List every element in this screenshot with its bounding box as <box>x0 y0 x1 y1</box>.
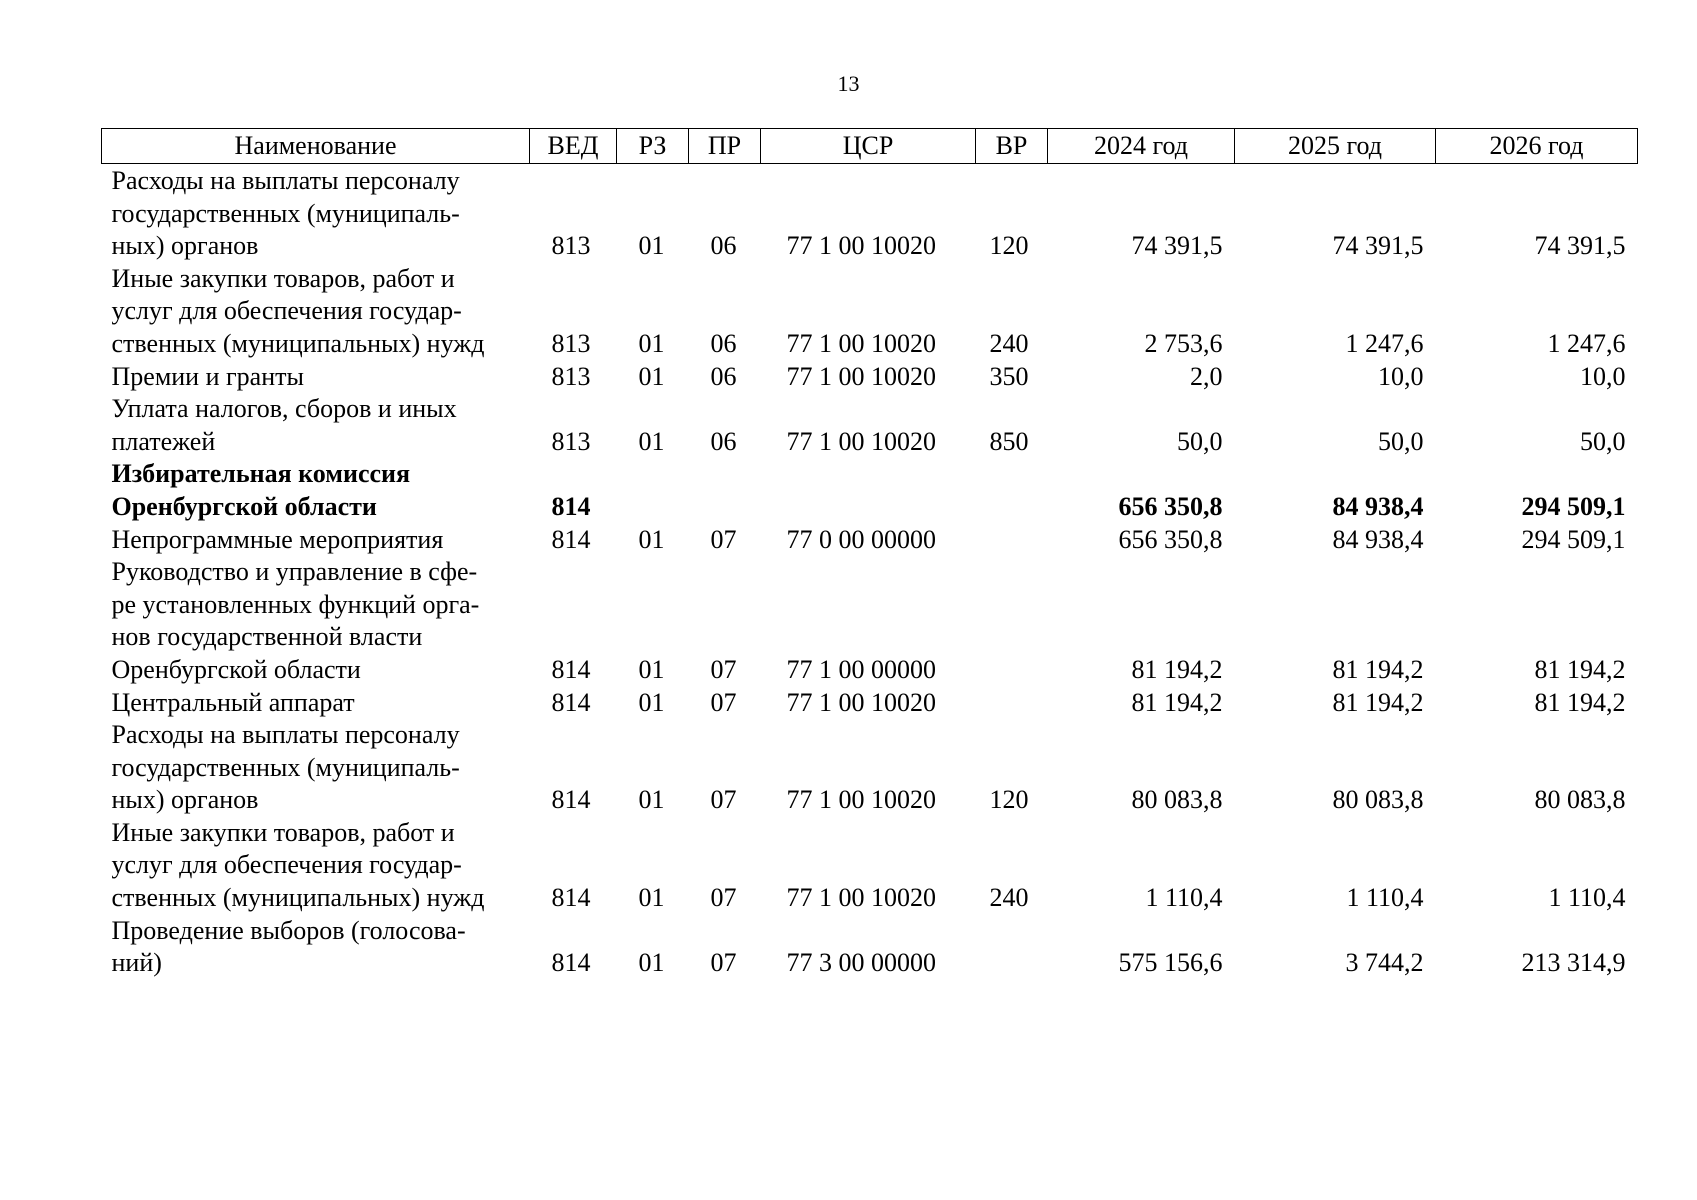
cell-2026: 10,0 <box>1580 361 1626 391</box>
cell-pr: 06 <box>710 328 737 358</box>
name-line: ных) органов <box>111 231 259 261</box>
cell-2026: 1 247,6 <box>1547 328 1626 358</box>
cell-ved: 813 <box>551 231 591 261</box>
cell-2025: 74 391,5 <box>1332 231 1424 261</box>
cell-csr: 77 1 00 10020 <box>786 328 936 358</box>
cell-ved: 814 <box>551 883 591 913</box>
table-row <box>102 164 1638 263</box>
table-body <box>102 164 1638 980</box>
cell-csr: 77 3 00 00000 <box>786 948 936 978</box>
cell-rz: 01 <box>638 785 665 815</box>
cell-2024: 1 110,4 <box>1145 883 1223 913</box>
name-line: Оренбургской области <box>111 491 377 521</box>
name-line: Расходы на выплаты персоналу <box>111 166 460 195</box>
cell-rz: 01 <box>638 361 665 391</box>
cell-rz: 01 <box>638 426 665 456</box>
cell-vr: 240 <box>989 883 1029 913</box>
cell-name <box>102 719 530 817</box>
header-2026: 2026 год <box>1436 129 1638 164</box>
cell-2025: 84 938,4 <box>1332 524 1424 554</box>
cell-name <box>102 263 530 361</box>
header-row <box>102 129 1638 164</box>
cell-vr <box>976 524 1048 557</box>
cell-rz: 01 <box>638 883 665 913</box>
cell-2026: 1 110,4 <box>1548 883 1626 913</box>
cell-2024: 50,0 <box>1177 426 1223 456</box>
table-row <box>102 361 1638 394</box>
cell-vr: 350 <box>989 361 1029 391</box>
cell-2025: 1 247,6 <box>1345 328 1424 358</box>
cell-csr: 77 1 00 00000 <box>786 654 936 684</box>
cell-2025: 10,0 <box>1378 361 1424 391</box>
cell-2024: 2 753,6 <box>1144 328 1223 358</box>
cell-pr: 06 <box>710 231 737 261</box>
cell-rz: 01 <box>638 231 665 261</box>
cell-2025: 84 938,4 <box>1332 491 1424 521</box>
name-line: Проведение выборов (голосова- <box>111 915 466 945</box>
table-row <box>102 458 1638 523</box>
cell-rz <box>617 458 689 523</box>
cell-ved: 814 <box>551 524 591 554</box>
cell-vr <box>976 915 1048 980</box>
table-row <box>102 817 1638 915</box>
cell-2026: 74 391,5 <box>1534 231 1626 261</box>
table-row <box>102 719 1638 817</box>
cell-2026: 213 314,9 <box>1521 948 1626 978</box>
cell-name <box>102 817 530 915</box>
cell-name <box>102 361 530 394</box>
cell-vr <box>976 687 1048 720</box>
table-row <box>102 393 1638 458</box>
cell-pr <box>689 458 761 523</box>
cell-name <box>102 687 530 720</box>
name-line: Иные закупки товаров, работ и <box>111 263 455 293</box>
header-pr: ПР <box>689 129 761 164</box>
name-line: Избирательная комиссия <box>111 459 411 489</box>
header-vr: ВР <box>976 129 1048 164</box>
table-row <box>102 915 1638 980</box>
name-line: ных) органов <box>111 785 259 815</box>
header-2024: 2024 год <box>1048 129 1235 164</box>
cell-csr: 77 1 00 10020 <box>786 785 936 815</box>
cell-2024: 656 350,8 <box>1118 491 1223 521</box>
table-header <box>102 129 1638 164</box>
cell-name <box>102 458 530 523</box>
cell-2024: 2,0 <box>1190 361 1223 391</box>
cell-rz: 01 <box>638 328 665 358</box>
table-row <box>102 263 1638 361</box>
cell-2024: 81 194,2 <box>1131 687 1223 717</box>
cell-2025: 81 194,2 <box>1332 687 1424 717</box>
cell-pr: 06 <box>710 426 737 456</box>
cell-rz: 01 <box>638 654 665 684</box>
cell-rz: 01 <box>638 687 665 717</box>
header-name: Наименование <box>102 129 530 164</box>
cell-vr: 120 <box>989 231 1029 261</box>
cell-2024: 80 083,8 <box>1131 785 1223 815</box>
name-line: Иные закупки товаров, работ и <box>111 817 455 847</box>
name-line: Центральный аппарат <box>111 687 355 717</box>
cell-2024: 656 350,8 <box>1118 524 1223 554</box>
cell-vr: 850 <box>989 426 1029 456</box>
cell-ved: 814 <box>551 785 591 815</box>
cell-csr: 77 1 00 10020 <box>786 361 936 391</box>
cell-2026: 80 083,8 <box>1534 785 1626 815</box>
cell-csr: 77 1 00 10020 <box>786 231 936 261</box>
cell-name <box>102 556 530 686</box>
name-line: Непрограммные мероприятия <box>111 524 444 554</box>
cell-2025: 81 194,2 <box>1332 654 1424 684</box>
name-line: платежей <box>111 426 216 456</box>
table-row <box>102 687 1638 720</box>
cell-pr: 07 <box>710 524 737 554</box>
cell-pr: 06 <box>710 361 737 391</box>
cell-csr: 77 1 00 10020 <box>786 883 936 913</box>
name-line: ре установленных функций орга- <box>111 589 480 619</box>
cell-2026: 294 509,1 <box>1521 524 1626 554</box>
table-row <box>102 524 1638 557</box>
name-line: услуг для обеспечения государ- <box>111 850 462 880</box>
name-line: Руководство и управление в сфе- <box>111 557 478 587</box>
cell-2025: 50,0 <box>1378 426 1424 456</box>
cell-pr: 07 <box>710 785 737 815</box>
cell-csr: 77 0 00 00000 <box>786 524 936 554</box>
cell-name <box>102 915 530 980</box>
name-line: Расходы на выплаты персоналу <box>111 720 460 750</box>
cell-2024: 575 156,6 <box>1118 948 1223 978</box>
name-line: ственных (муниципальных) нужд <box>111 328 485 358</box>
cell-ved: 814 <box>551 491 591 521</box>
cell-2024: 74 391,5 <box>1131 231 1223 261</box>
cell-ved: 813 <box>551 426 591 456</box>
cell-rz: 01 <box>638 524 665 554</box>
cell-ved: 814 <box>551 948 591 978</box>
name-line: ний) <box>111 948 162 978</box>
cell-name <box>102 524 530 557</box>
cell-pr: 07 <box>710 654 737 684</box>
cell-pr: 07 <box>710 687 737 717</box>
cell-vr: 240 <box>989 328 1029 358</box>
name-line: Оренбургской области <box>111 654 361 684</box>
cell-2026: 50,0 <box>1580 426 1626 456</box>
header-rz: РЗ <box>617 129 689 164</box>
cell-2026: 81 194,2 <box>1534 687 1626 717</box>
name-line: государственных (муниципаль- <box>111 198 460 228</box>
cell-pr: 07 <box>710 948 737 978</box>
budget-table <box>101 128 1638 980</box>
table-row <box>102 556 1638 686</box>
cell-ved: 813 <box>551 328 591 358</box>
cell-ved: 813 <box>551 361 591 391</box>
cell-csr <box>761 458 976 523</box>
cell-pr: 07 <box>710 883 737 913</box>
cell-ved: 814 <box>551 654 591 684</box>
cell-vr <box>976 458 1048 523</box>
page-number: 13 <box>837 71 860 96</box>
cell-2024: 81 194,2 <box>1131 654 1223 684</box>
header-2025: 2025 год <box>1235 129 1436 164</box>
cell-rz: 01 <box>638 948 665 978</box>
name-line: ственных (муниципальных) нужд <box>111 883 485 913</box>
cell-2026: 294 509,1 <box>1521 491 1626 521</box>
name-line: нов государственной власти <box>111 622 423 652</box>
name-line: государственных (муниципаль- <box>111 752 460 782</box>
cell-2025: 3 744,2 <box>1345 948 1424 978</box>
cell-csr: 77 1 00 10020 <box>786 687 936 717</box>
cell-vr <box>976 556 1048 686</box>
cell-name <box>102 164 530 263</box>
name-line: Уплата налогов, сборов и иных <box>111 394 457 424</box>
name-line: услуг для обеспечения государ- <box>111 296 462 326</box>
cell-2026: 81 194,2 <box>1534 654 1626 684</box>
header-csr: ЦСР <box>761 129 976 164</box>
cell-2025: 80 083,8 <box>1332 785 1424 815</box>
cell-ved: 814 <box>551 687 591 717</box>
cell-csr: 77 1 00 10020 <box>786 426 936 456</box>
cell-2025: 1 110,4 <box>1346 883 1424 913</box>
cell-vr: 120 <box>989 785 1029 815</box>
name-line: Премии и гранты <box>111 361 304 391</box>
cell-name <box>102 393 530 458</box>
header-ved: ВЕД <box>530 129 617 164</box>
